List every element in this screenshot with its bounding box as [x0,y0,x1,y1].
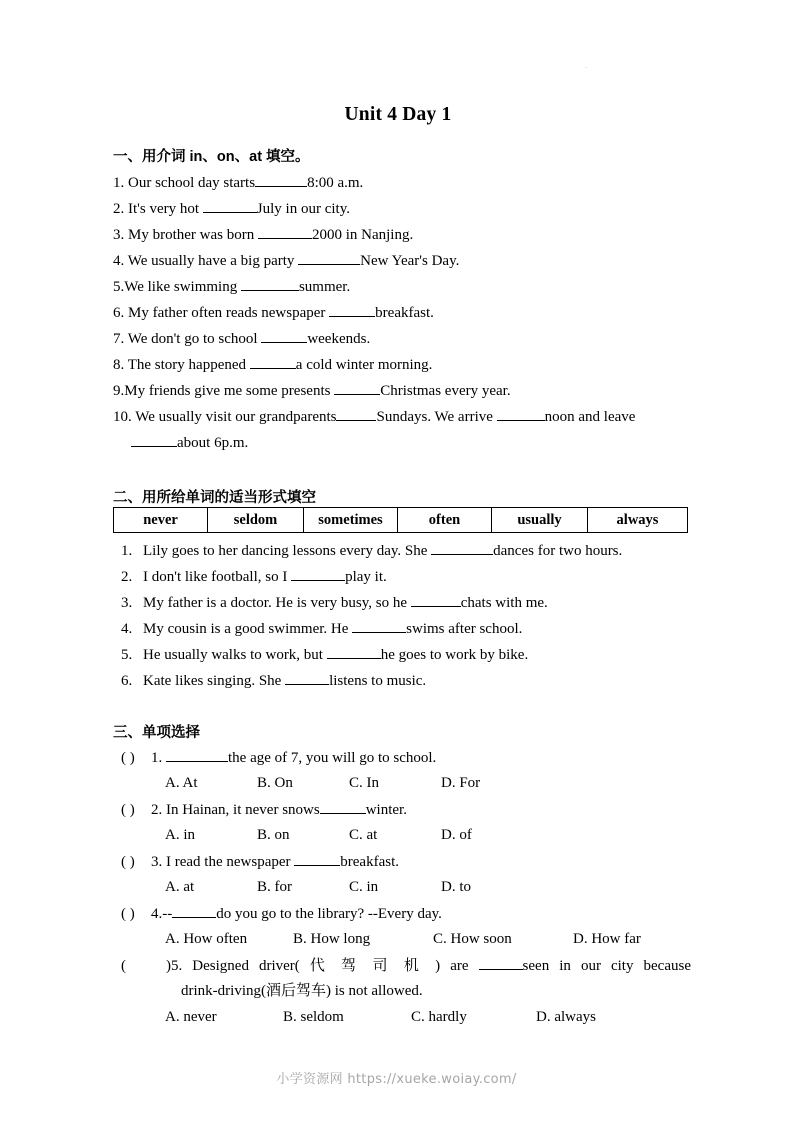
item-text-after: play it. [345,569,387,585]
section-2-item-4 [121,619,522,638]
answer-blank[interactable] [327,645,381,659]
word-cell-sometimes: sometimes [304,508,398,533]
answer-blank[interactable] [258,225,312,239]
item-text-after: he goes to work by bike. [380,647,529,663]
answer-blank[interactable] [336,407,376,421]
item-number: 6. [121,673,133,689]
section-2-heading [113,486,316,507]
section-3-heading [113,721,200,742]
word-bank-table [113,507,688,533]
item-text-after: 8:00 a.m. [307,175,364,191]
section-3-question-3 [121,852,399,871]
answer-blank[interactable] [298,251,360,265]
option-d[interactable]: D. How far [573,931,641,947]
section-3-question-2 [121,800,407,819]
item-number: 4. [113,253,125,269]
item-number: 8. [113,357,125,373]
answer-blank[interactable] [261,329,307,343]
section-2-item-6 [121,671,426,690]
item-text-before: We don't go to school [127,331,262,347]
answer-blank[interactable] [250,355,296,369]
item-number: 4. [121,621,133,637]
option-d[interactable]: D. always [536,1009,596,1025]
page-top-mark: . [585,61,587,70]
section-1-item-9 [113,381,511,400]
section-2-item-5 [121,645,528,664]
option-a[interactable]: A. in [165,827,195,843]
item-number: 5. [113,279,125,295]
item-text-after: swims after school. [406,621,523,637]
option-a[interactable]: A. At [165,775,198,791]
section-1-heading [113,145,310,166]
item-text-before: My father is a doctor. He is very busy, so he [143,595,411,611]
item-text-mid: Sundays. We arrive [376,409,497,425]
item-text-before: -- [162,906,173,922]
item-text-before: We usually visit our grandparents [135,409,337,425]
section-1-item-2 [113,199,350,218]
item-number: 1. [121,543,133,559]
section-2-item-3 [121,593,548,612]
answer-blank[interactable] [172,904,216,918]
section-1-item-8 [113,355,432,374]
item-number: 1. [151,750,163,766]
section-2-item-1 [121,541,622,560]
item-text-before: I read the newspaper [162,854,295,870]
item-text-before: The story happened [127,357,250,373]
answer-blank[interactable] [241,277,299,291]
item-text-wrap: about 6p.m. [177,435,249,451]
option-a[interactable]: A. at [165,879,195,895]
section-1-item-10-continued [131,433,248,452]
answer-blank[interactable] [411,593,461,607]
item-text-after: July in our city. [256,201,350,217]
option-d[interactable]: D. of [441,827,472,843]
answer-blank[interactable] [479,956,523,970]
section-1-item-6 [113,303,434,322]
answer-blank[interactable] [497,407,545,421]
item-text-before: My brother was born [128,227,258,243]
answer-blank[interactable] [294,852,340,866]
item-number: 7. [113,331,125,347]
item-text-after: breakfast. [375,305,434,321]
item-number: 2. [151,802,163,818]
table-row [114,508,688,533]
item-number: 3. [113,227,125,243]
word-cell-usually: usually [492,508,588,533]
option-b[interactable]: B. On [257,775,293,791]
item-text-after: summer. [298,279,351,295]
item-text-after: weekends. [307,331,371,347]
answer-box[interactable]: ( ) [121,854,135,870]
word-cell-often: often [398,508,492,533]
section-3-question-4 [121,904,442,923]
section-1-item-3 [113,225,413,244]
section-3-question-1 [121,748,436,767]
word-cell-seldom: seldom [208,508,304,533]
item-number: 10. [113,409,132,425]
option-c[interactable]: C. hardly [411,1009,467,1025]
option-b[interactable]: B. seldom [283,1009,344,1025]
item-text-after: winter. [365,802,407,818]
section-1-item-4 [113,251,459,270]
option-b[interactable]: B. How long [293,931,371,947]
answer-blank[interactable] [334,381,380,395]
item-text-before: I don't like football, so I [143,569,292,585]
answer-box[interactable]: ( ) [121,906,135,922]
item-number: 3. [121,595,133,611]
section-3-heading-text: 三、单项选择 [113,725,200,741]
section-3-options-2 [165,826,472,844]
word-cell-never: never [114,508,208,533]
answer-blank[interactable] [329,303,375,317]
option-c[interactable]: C. How soon [433,931,512,947]
answer-blank[interactable] [131,433,177,447]
answer-box[interactable]: ( ) [121,958,171,974]
page-title: Unit 4 Day 1 [344,104,452,125]
option-c[interactable]: C. in [349,879,379,895]
answer-blank[interactable] [291,567,345,581]
item-text-after: chats with me. [460,595,548,611]
answer-box[interactable]: ( ) [121,750,135,766]
item-text-after: 2000 in Nanjing. [311,227,414,243]
item-text-after: breakfast. [340,854,399,870]
answer-blank[interactable] [203,199,257,213]
section-3-options-1 [165,774,480,792]
section-1-heading-text: 一、用介词 in、on、at 填空。 [113,149,310,165]
answer-box[interactable]: ( ) [121,802,135,818]
item-number: 5. [171,958,183,974]
item-text-after: New Year's Day. [360,253,460,269]
section-3-options-3 [165,878,471,896]
item-text-after: the age of 7, you will go to school. [228,750,437,766]
item-text-after: dances for two hours. [493,543,623,559]
item-number: 6. [113,305,125,321]
item-text-before: We usually have a big party [127,253,299,269]
answer-blank[interactable] [285,671,329,685]
section-3-question-5-line-2 [181,982,423,1000]
item-text-before: We like swimming [124,279,241,295]
answer-blank[interactable] [352,619,406,633]
item-text-after: Christmas every year. [380,383,511,399]
option-d[interactable]: D. For [441,775,481,791]
item-number: 9. [113,383,125,399]
option-b[interactable]: B. on [257,827,290,843]
item-text-wrap: drink-driving(酒后驾车) is not allowed. [181,983,423,999]
section-1-item-5 [113,277,350,296]
section-3-options-5 [165,1008,596,1026]
item-number: 2. [121,569,133,585]
section-1-item-10 [113,407,635,426]
answer-blank[interactable] [431,541,493,555]
section-3-options-4 [165,930,641,948]
item-text-before: In Hainan, it never snows [162,802,320,818]
item-text-before: Kate likes singing. She [143,673,286,689]
item-text-before: My friends give me some presents [124,383,335,399]
item-text-after: a cold winter morning. [295,357,433,373]
item-text-before: Designed driver( 代 驾 司 机 ) are [182,958,479,974]
option-a[interactable]: A. never [165,1009,217,1025]
option-a[interactable]: A. How often [165,931,248,947]
item-text-after: seen in our city because [522,958,691,974]
item-text-before: It's very hot [128,201,203,217]
section-2-item-2 [121,567,387,586]
item-text-before: He usually walks to work, but [143,647,327,663]
item-number: 5. [121,647,133,663]
item-text-after: noon and leave [544,409,636,425]
item-text-after: do you go to the library? --Every day. [216,906,442,922]
answer-blank[interactable] [255,173,307,187]
answer-blank[interactable] [320,800,366,814]
site-watermark: 小学资源网 https://xueke.woiay.com/ [276,1072,517,1087]
item-number: 2. [113,201,125,217]
option-b[interactable]: B. for [257,879,292,895]
item-text-before: Our school day starts [128,175,256,191]
word-cell-always: always [588,508,688,533]
option-d[interactable]: D. to [441,879,471,895]
section-2-heading-text: 二、用所给单词的适当形式填空 [113,490,316,506]
item-number: 1. [113,175,125,191]
item-number: 3. [151,854,163,870]
section-1-item-7 [113,329,370,348]
section-3-question-5-line-1 [121,956,691,975]
item-text-after: listens to music. [329,673,427,689]
item-text-before: Lily goes to her dancing lessons every day. She [143,543,432,559]
item-text-before: My father often reads newspaper [128,305,330,321]
section-1-item-1 [113,173,363,192]
item-number: 4. [151,906,163,922]
answer-blank[interactable] [166,748,228,762]
item-text-before: My cousin is a good swimmer. He [143,621,353,637]
option-c[interactable]: C. at [349,827,378,843]
option-c[interactable]: C. In [349,775,379,791]
